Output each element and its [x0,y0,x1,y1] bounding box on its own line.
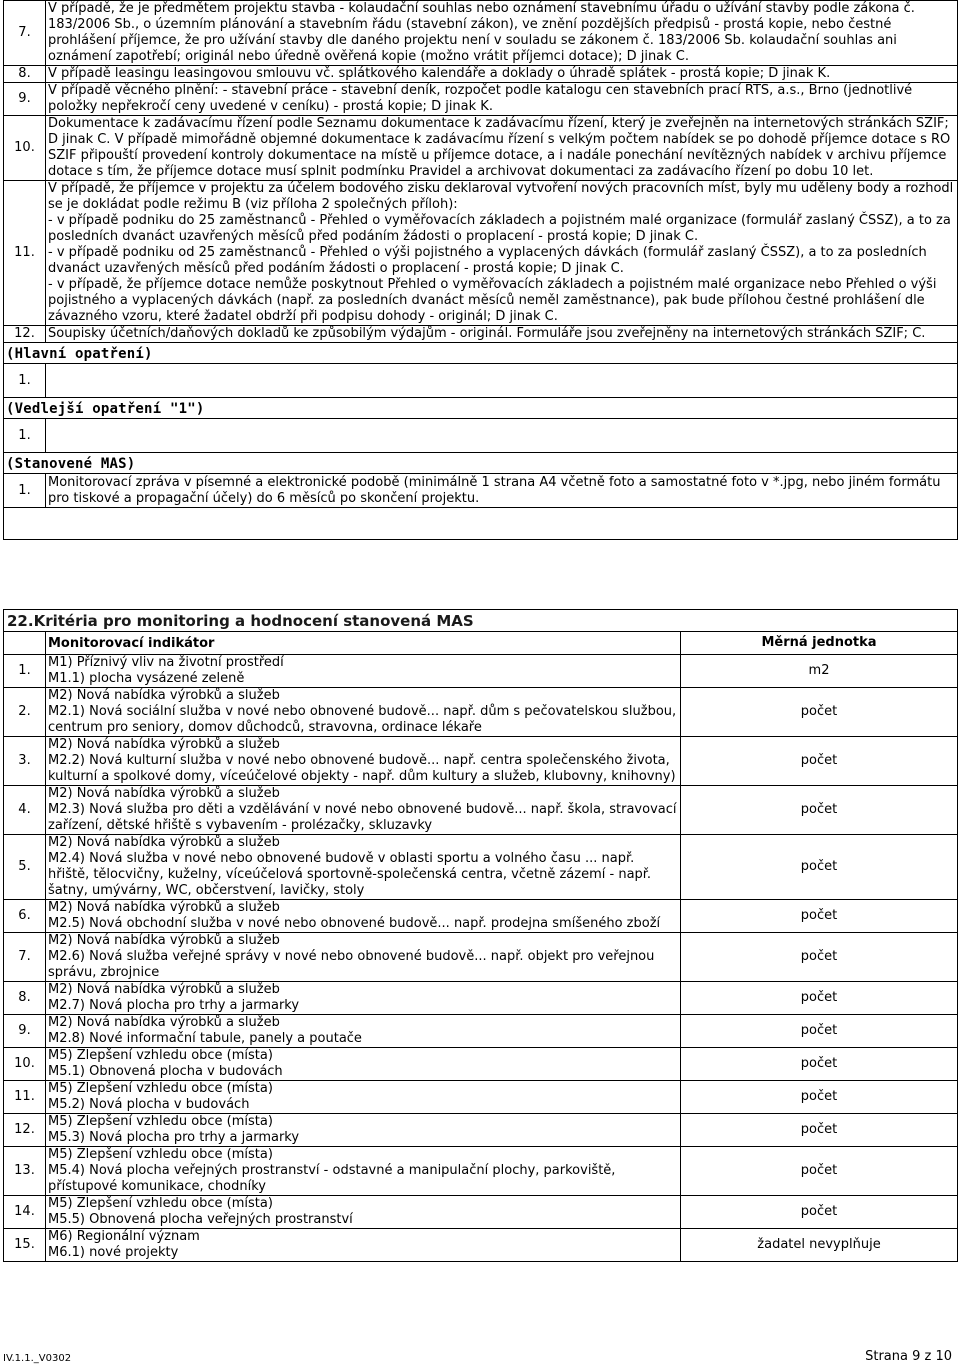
section-item-row [4,419,958,453]
indicator-group: M2) Nová nabídka výrobků a služeb [48,933,280,948]
criteria-row [4,1196,958,1229]
indicator-detail: M1.1) plocha vysázené zeleně [48,671,245,686]
indicator-cell [46,688,681,737]
indicator-detail: M5.5) Obnovená plocha veřejných prostranství [48,1212,353,1227]
requirement-row [4,1,958,66]
row-number: 3. [4,737,46,786]
criteria-row [4,1229,958,1262]
criteria-row [4,1081,958,1114]
section-header-row [4,453,958,474]
indicator-cell [46,900,681,933]
unit-cell: žadatel nevyplňuje [681,1229,958,1262]
monitoring-criteria-table [3,609,958,1262]
unit-cell: počet [681,786,958,835]
indicator-group: M2) Nová nabídka výrobků a služeb [48,835,280,850]
unit-cell: m2 [681,655,958,688]
section-header-row [4,343,958,364]
row-number: 15. [4,1229,46,1262]
indicator-cell [46,982,681,1015]
indicator-detail: M2.7) Nová plocha pro trhy a jarmarky [48,998,300,1013]
indicator-cell [46,1229,681,1262]
criteria-row [4,1015,958,1048]
indicator-group: M2) Nová nabídka výrobků a služeb [48,786,280,801]
criteria-column-header-row [4,632,958,655]
criteria-heading: 22.Kritéria pro monitoring a hodnocení stanovená MAS [4,610,958,632]
indicator-group: M2) Nová nabídka výrobků a služeb [48,737,280,752]
section-item-text [46,419,958,453]
page-number: Strana 9 z 10 [865,1349,952,1364]
unit-cell: počet [681,1147,958,1196]
requirement-row [4,181,958,326]
row-number: 6. [4,900,46,933]
requirement-text [46,181,958,326]
criteria-row [4,655,958,688]
section-item-text [46,364,958,398]
row-number: 14. [4,1196,46,1229]
criteria-row [4,835,958,900]
row-number: 12. [4,1114,46,1147]
row-number: 7. [4,933,46,982]
indicator-detail: M2.2) Nová kulturní služba v nové nebo obnovené budově... např. centra společenského života, kulturní a spolkové domy, víceúčelové objekty - např. dům kultury a služeb, klubovny, knihovny) [48,753,676,784]
section-title: (Vedlejší opatření "1") [4,398,958,419]
document-code: IV.1.1._V0302 [3,1353,72,1364]
row-number: 1. [4,419,46,453]
requirements-table [3,0,958,540]
indicator-detail: M5.4) Nová plocha veřejných prostranství - odstavné a manipulační plochy, parkoviště, přístupové komunikace, chodníky [48,1163,616,1194]
section-item-text: Monitorovací zpráva v písemné a elektronické podobě (minimálně 1 strana A4 včetně foto a samostatné foto v *.jpg, nebo jiném formátu pro tiskové a propagační účely) do 6 měsíců po skončení projektu. [46,474,958,508]
row-number: 11. [4,181,46,326]
indicator-group: M5) Zlepšení vzhledu obce (místa) [48,1147,273,1162]
requirement-line: - v případě, že příjemce dotace nemůže poskytnout Přehled o vyměřovacích základech a pojistném malé organizace nebo Přehled o výši pojistného a vyplacených dávkách (např. za posledních dvanáct měsíců neměl zaměstnance), pak bude přílohou čestné prohlášení dle závazného vzoru, které žadatel obdrží při podpisu dohody - originál; D jinak C. [48,277,937,324]
unit-cell: počet [681,737,958,786]
requirement-text: Soupisky účetních/daňových dokladů ke způsobilým výdajům - originál. Formuláře jsou zveřejněny na internetových stránkách SZIF; C. [46,326,958,343]
requirement-text: Dokumentace k zadávacímu řízení podle Seznamu dokumentace k zadávacímu řízení, který je zveřejněn na internetových stránkách SZIF; D jinak C. V případě mimořádně objemné dokumentace k zadávacímu řízení s velkým počtem nabídek se po dohodě příjemce dotace s RO SZIF připouští provedení kontroly dokumentace na místě u příjemce dotace, a i nadále ponechání nevítězných nabídek v archivu příjemce dotace s tím, že příjemce dotace musí splnit podmínku Pravidel a archivovat dokumentaci za zadávacího řízení po dobu 10 let. [46,116,958,181]
indicator-group: M2) Nová nabídka výrobků a služeb [48,982,280,997]
indicator-detail: M2.1) Nová sociální služba v nové nebo obnovené budově... např. dům s pečovatelskou službou, centrum pro seniory, domov důchodců, stravovna, ordinace lékaře [48,704,677,735]
requirement-row [4,66,958,83]
requirement-line: - v případě podniku do 25 zaměstnanců - Přehled o vyměřovacích základech a pojistném malé organizace (formulář zaslaný ČSSZ), a to za posledních dvanáct uzavřených měsíců před podáním žádosti o proplacení - prostá kopie; D jinak C. [48,213,951,244]
empty-cell [4,508,958,540]
requirement-line: V případě, že příjemce v projektu za účelem bodového zisku deklaroval vytvoření nových pracovních míst, byly mu uděleny body a rozhodl se je dokládat podle režimu B (viz příloha 2 společných příloh): [48,181,954,212]
indicator-cell [46,1081,681,1114]
criteria-row [4,982,958,1015]
row-number: 13. [4,1147,46,1196]
requirement-row [4,326,958,343]
indicator-cell [46,1015,681,1048]
row-number: 10. [4,116,46,181]
column-header-unit: Měrná jednotka [681,632,958,655]
indicator-detail: M5.2) Nová plocha v budovách [48,1097,250,1112]
indicator-cell [46,786,681,835]
unit-cell: počet [681,900,958,933]
indicator-detail: M2.8) Nové informační tabule, panely a poutače [48,1031,362,1046]
unit-cell: počet [681,688,958,737]
row-number: 11. [4,1081,46,1114]
unit-cell: počet [681,1015,958,1048]
criteria-heading-row [4,610,958,632]
unit-cell: počet [681,1048,958,1081]
criteria-row [4,786,958,835]
row-number: 8. [4,66,46,83]
indicator-cell [46,655,681,688]
unit-cell: počet [681,982,958,1015]
requirement-line: - v případě podniku od 25 zaměstnanců - Přehled o výši pojistného a vyplacených dávkách (formulář zaslaný ČSSZ), a to za posledních dvanáct uzavřených měsíců před podáním žádosti o proplacení - prostá kopie; D jinak C. [48,245,927,276]
criteria-row [4,933,958,982]
unit-cell: počet [681,1196,958,1229]
column-header-number [4,632,46,655]
indicator-cell [46,737,681,786]
row-number: 1. [4,474,46,508]
indicator-detail: M2.4) Nová služba v nové nebo obnovené budově v oblasti sportu a volného času ... např. hřiště, tělocvičny, kuželny, víceúčelová sportovně-společenská centra, včetně zázemí - např. šatny, umývárny, WC, občerstvení, lavičky, stoly [48,851,652,898]
row-number: 9. [4,83,46,116]
indicator-group: M5) Zlepšení vzhledu obce (místa) [48,1196,273,1211]
indicator-detail: M2.3) Nová služba pro děti a vzdělávání v nové nebo obnovené budově... např. škola, stravovací zařízení, dětské hřiště s vybavením - prolézačky, skluzavky [48,802,677,833]
indicator-group: M2) Nová nabídka výrobků a služeb [48,1015,280,1030]
section-item-row [4,474,958,508]
unit-cell: počet [681,933,958,982]
criteria-row [4,737,958,786]
indicator-group: M6) Regionální význam [48,1229,200,1244]
column-header-indicator: Monitorovací indikátor [46,632,681,655]
criteria-row [4,1147,958,1196]
unit-cell: počet [681,835,958,900]
indicator-detail: M6.1) nové projekty [48,1245,179,1260]
requirement-row [4,83,958,116]
requirement-text: V případě leasingu leasingovou smlouvu vč. splátkového kalendáře a doklady o úhradě splátek - prostá kopie; D jinak K. [46,66,958,83]
row-number: 1. [4,364,46,398]
criteria-row [4,900,958,933]
criteria-row [4,1048,958,1081]
indicator-detail: M5.1) Obnovená plocha v budovách [48,1064,283,1079]
empty-row [4,508,958,540]
criteria-row [4,1114,958,1147]
unit-cell: počet [681,1081,958,1114]
indicator-group: M5) Zlepšení vzhledu obce (místa) [48,1081,273,1096]
row-number: 12. [4,326,46,343]
indicator-detail: M2.5) Nová obchodní služba v nové nebo obnovené budově... např. prodejna smíšeného zboží [48,916,661,931]
criteria-row [4,688,958,737]
indicator-group: M2) Nová nabídka výrobků a služeb [48,688,280,703]
requirement-row [4,116,958,181]
row-number: 10. [4,1048,46,1081]
requirement-text: V případě, že je předmětem projektu stavba - kolaudační souhlas nebo oznámení stavebnímu úřadu o užívání stavby podle zákona č. 183/2006 Sb., o územním plánování a stavebním řádu (stavební zákon), ve znění pozdějších předpisů - prostá kopie, nebo čestné prohlášení příjemce, že pro užívání stavby dle daného projektu není v souladu se zákonem č. 183/2006 Sb. kolaudační souhlas ani oznámení zapotřebí; originál nebo úředně ověřená kopie (možno vrátit příjemci dotace); D jinak C. [46,1,958,66]
requirement-text: V případě věcného plnění: - stavební práce - stavební deník, rozpočet podle katalogu cen stavebních prací RTS, a.s., Brno (jednotlivé položky nepřekročí ceny uvedené v ceníku) - prostá kopie; D jinak K. [46,83,958,116]
row-number: 4. [4,786,46,835]
indicator-group: M5) Zlepšení vzhledu obce (místa) [48,1048,273,1063]
row-number: 7. [4,1,46,66]
row-number: 9. [4,1015,46,1048]
indicator-group: M5) Zlepšení vzhledu obce (místa) [48,1114,273,1129]
indicator-group: M1) Příznivý vliv na životní prostředí [48,655,284,670]
unit-cell: počet [681,1114,958,1147]
section-title: (Stanovené MAS) [4,453,958,474]
indicator-cell [46,1048,681,1081]
indicator-cell [46,1196,681,1229]
section-header-row [4,398,958,419]
indicator-detail: M2.6) Nová služba veřejné správy v nové nebo obnovené budově... např. objekt pro veřejnou správu, zbrojnice [48,949,655,980]
row-number: 5. [4,835,46,900]
indicator-cell [46,835,681,900]
row-number: 8. [4,982,46,1015]
section-item-row [4,364,958,398]
row-number: 2. [4,688,46,737]
indicator-cell [46,1147,681,1196]
indicator-detail: M5.3) Nová plocha pro trhy a jarmarky [48,1130,300,1145]
indicator-cell [46,933,681,982]
section-title: (Hlavní opatření) [4,343,958,364]
indicator-cell [46,1114,681,1147]
indicator-group: M2) Nová nabídka výrobků a služeb [48,900,280,915]
row-number: 1. [4,655,46,688]
